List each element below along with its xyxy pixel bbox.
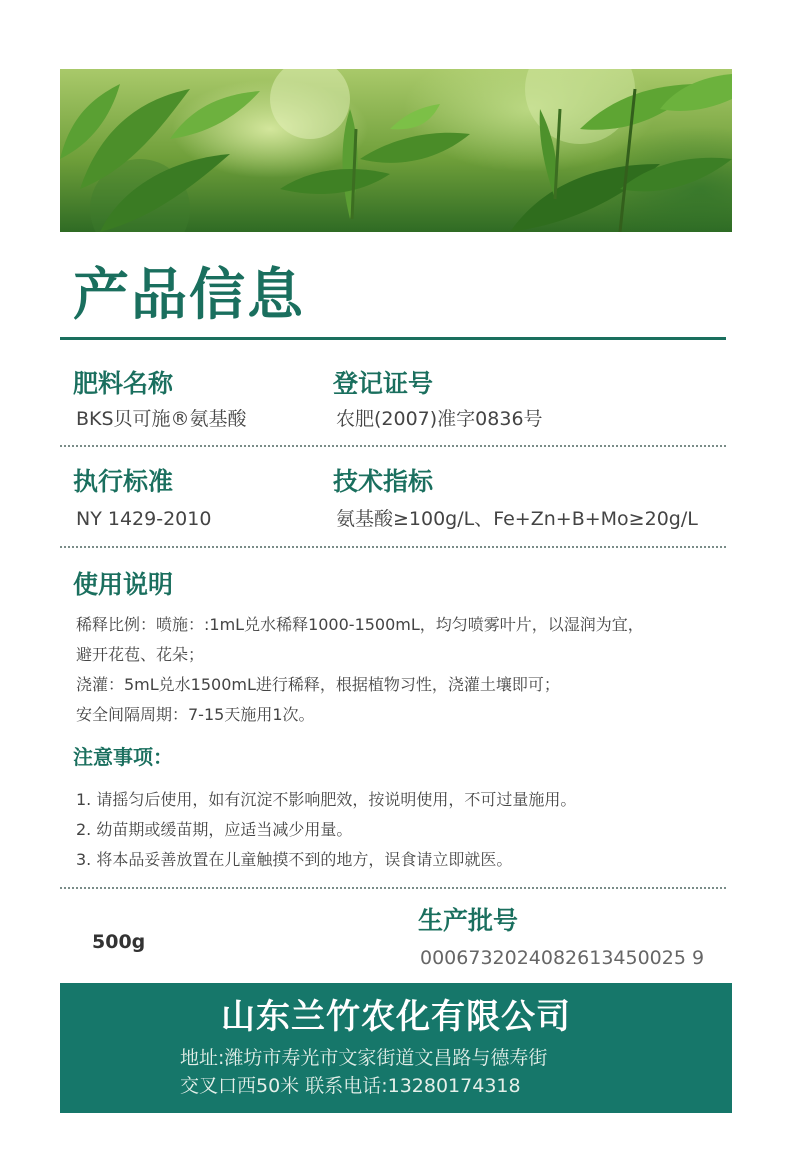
notes-title: 注意事项： [73, 745, 173, 769]
usage-line: 浇灌：5mL兑水1500mL进行稀释，根据植物习性，浇灌土壤即可； [76, 675, 560, 694]
note-item: 1. 请摇匀后使用，如有沉淀不影响肥效，按说明使用，不可过量施用。 [76, 790, 577, 809]
contact-line: 交叉口西50米 联系电话:13280174318 [180, 1075, 521, 1097]
divider [60, 546, 726, 548]
technical-label: 技术指标 [333, 467, 434, 496]
batch-label: 生产批号 [418, 906, 519, 935]
technical-value: 氨基酸≥100g/L、Fe+Zn+B+Mo≥20g/L [336, 508, 698, 530]
note-item: 3. 将本品妥善放置在儿童触摸不到的地方，误食请立即就医。 [76, 850, 513, 869]
usage-line: 安全间隔周期：7-15天施用1次。 [76, 705, 315, 724]
net-weight: 500g [92, 931, 146, 953]
batch-number: 0006732024082613450025 9 [420, 947, 705, 969]
usage-line: 稀释比例：喷施：:1mL兑水稀释1000-1500mL，均匀喷雾叶片，以湿润为宜， [76, 615, 644, 634]
usage-line: 避开花苞、花朵； [76, 645, 205, 664]
fertilizer-name-value: BKS贝可施®氨基酸 [76, 408, 247, 430]
note-item: 2. 幼苗期或缓苗期，应适当减少用量。 [76, 820, 353, 839]
title-divider [60, 337, 726, 340]
divider [60, 887, 726, 889]
fertilizer-name-label: 肥料名称 [73, 369, 174, 398]
page-title: 产品信息 [73, 263, 305, 328]
standard-label: 执行标准 [73, 467, 174, 496]
divider [60, 445, 726, 447]
company-footer [60, 983, 732, 1113]
standard-value: NY 1429-2010 [76, 508, 212, 530]
company-name: 山东兰竹农化有限公司 [221, 997, 571, 1037]
hero-photo [60, 69, 732, 232]
registration-value: 农肥(2007)准字0836号 [336, 408, 543, 430]
usage-title: 使用说明 [73, 570, 174, 599]
address-line: 地址:潍坊市寿光市文家街道文昌路与德寿街 [180, 1047, 548, 1069]
registration-label: 登记证号 [333, 369, 434, 398]
tea-leaves-illustration [60, 69, 732, 232]
